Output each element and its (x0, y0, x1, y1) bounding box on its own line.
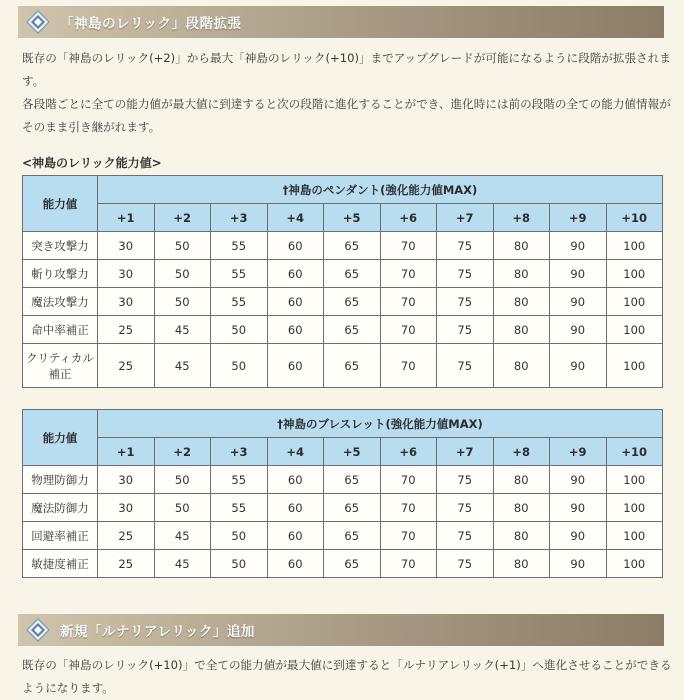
stat-value: 55 (211, 494, 268, 522)
stat-value: 50 (154, 288, 211, 316)
stat-value: 80 (493, 466, 550, 494)
stat-value: 65 (324, 522, 381, 550)
stat-value: 45 (154, 550, 211, 578)
stat-value: 70 (380, 288, 437, 316)
stat-value: 30 (98, 260, 155, 288)
stat-value: 100 (606, 260, 663, 288)
stat-value: 65 (324, 344, 381, 388)
stat-value: 100 (606, 344, 663, 388)
stat-value: 90 (550, 522, 607, 550)
table-row (23, 550, 663, 578)
stat-value: 100 (606, 466, 663, 494)
level-column-header: +5 (324, 438, 381, 466)
stat-value: 70 (380, 522, 437, 550)
level-column-header: +8 (493, 204, 550, 232)
stat-value: 50 (154, 260, 211, 288)
level-column-header: +3 (211, 204, 268, 232)
stat-value: 65 (324, 316, 381, 344)
stat-label: 魔法防御力 (23, 494, 98, 522)
level-column-header: +7 (437, 204, 494, 232)
stat-value: 75 (437, 232, 494, 260)
stat-value: 75 (437, 522, 494, 550)
stat-value: 100 (606, 316, 663, 344)
stat-value: 70 (380, 550, 437, 578)
stat-value: 65 (324, 494, 381, 522)
table-row (23, 232, 663, 260)
stat-value: 70 (380, 466, 437, 494)
stat-value: 70 (380, 316, 437, 344)
stat-value: 55 (211, 232, 268, 260)
stat-label: 回避率補正 (23, 522, 98, 550)
pendant-stat-table (22, 175, 663, 388)
level-column-header: +6 (380, 438, 437, 466)
level-column-header: +7 (437, 438, 494, 466)
stat-value: 50 (154, 232, 211, 260)
stat-value: 50 (211, 522, 268, 550)
stat-value: 75 (437, 494, 494, 522)
stat-value: 25 (98, 522, 155, 550)
stat-value: 80 (493, 522, 550, 550)
intro-paragraph: 既存の「神島のレリック(+2)」から最大「神島のレリック(+10)」までアップグレードが可能になるように段階が拡張されます。 (22, 51, 671, 88)
stat-value: 75 (437, 288, 494, 316)
stat-value: 80 (493, 550, 550, 578)
stat-value: 25 (98, 316, 155, 344)
stat-value: 70 (380, 494, 437, 522)
level-column-header: +1 (98, 438, 155, 466)
stat-value: 90 (550, 466, 607, 494)
stat-value: 60 (267, 232, 324, 260)
stat-value: 50 (154, 466, 211, 494)
ornament-diamond-icon (26, 10, 50, 34)
stat-value: 60 (267, 344, 324, 388)
stat-value: 90 (550, 260, 607, 288)
section-header-relic-expansion (18, 6, 664, 38)
level-column-header: +1 (98, 204, 155, 232)
stat-label: 敏捷度補正 (23, 550, 98, 578)
stat-value: 70 (380, 260, 437, 288)
stat-value: 50 (211, 550, 268, 578)
stat-value: 70 (380, 232, 437, 260)
outro-paragraph: 既存の「神島のレリック(+10)」で全ての能力値が最大値に到達すると「ルナリアレリック(+1)」へ進化させることができるようになります。 (22, 658, 672, 695)
stat-value: 60 (267, 288, 324, 316)
stat-label: 魔法攻撃力 (23, 288, 98, 316)
table-row (23, 260, 663, 288)
stat-value: 45 (154, 522, 211, 550)
stat-value: 50 (154, 494, 211, 522)
stat-value: 60 (267, 494, 324, 522)
stat-value: 50 (211, 344, 268, 388)
intro-paragraph: 各段階ごとに全ての能力値が最大値に到達すると次の段階に進化することができ、進化時には前の段階の全ての能力値情報がそのまま引き継がれます。 (22, 97, 671, 134)
stat-value: 100 (606, 550, 663, 578)
level-column-header: +6 (380, 204, 437, 232)
stat-value: 75 (437, 260, 494, 288)
stat-value: 55 (211, 466, 268, 494)
intro-text (22, 47, 672, 139)
stat-value: 60 (267, 466, 324, 494)
stat-label: クリティカル補正 (23, 344, 98, 388)
stat-value: 100 (606, 494, 663, 522)
stat-value: 90 (550, 288, 607, 316)
level-column-header: +10 (606, 438, 663, 466)
stat-value: 65 (324, 550, 381, 578)
stat-value: 45 (154, 344, 211, 388)
table-row (23, 494, 663, 522)
stat-value: 90 (550, 344, 607, 388)
level-column-header: +4 (267, 438, 324, 466)
stat-value: 30 (98, 288, 155, 316)
stat-value: 30 (98, 232, 155, 260)
level-column-header: +9 (550, 438, 607, 466)
stat-label-header: 能力値 (23, 176, 98, 232)
stat-label: 物理防御力 (23, 466, 98, 494)
level-column-header: +2 (154, 204, 211, 232)
table-row (23, 522, 663, 550)
stat-value: 65 (324, 232, 381, 260)
level-column-header: +10 (606, 204, 663, 232)
stat-label: 突き攻撃力 (23, 232, 98, 260)
section-title: 新規「ルナリアレリック」追加 (60, 624, 255, 640)
stat-value: 65 (324, 260, 381, 288)
stat-value: 75 (437, 550, 494, 578)
stat-value: 55 (211, 260, 268, 288)
table-caption: <神島のレリック能力値> (22, 156, 162, 170)
stat-value: 80 (493, 316, 550, 344)
stat-value: 65 (324, 466, 381, 494)
table-row (23, 288, 663, 316)
stat-value: 80 (493, 288, 550, 316)
bracelet-stat-table (22, 409, 663, 578)
stat-value: 25 (98, 550, 155, 578)
level-column-header: +8 (493, 438, 550, 466)
stat-value: 80 (493, 494, 550, 522)
stat-value: 75 (437, 466, 494, 494)
table-row (23, 344, 663, 388)
outro-text (22, 654, 672, 700)
level-column-header: +2 (154, 438, 211, 466)
section-title: 「神島のレリック」段階拡張 (60, 16, 242, 32)
stat-value: 75 (437, 344, 494, 388)
stat-value: 100 (606, 522, 663, 550)
stat-value: 90 (550, 232, 607, 260)
stat-value: 45 (154, 316, 211, 344)
stat-value: 100 (606, 288, 663, 316)
level-column-header: +5 (324, 204, 381, 232)
stat-value: 30 (98, 466, 155, 494)
ornament-diamond-icon (26, 618, 50, 642)
level-column-header: +3 (211, 438, 268, 466)
level-column-header: +9 (550, 204, 607, 232)
stat-label: 斬り攻撃力 (23, 260, 98, 288)
stat-label: 命中率補正 (23, 316, 98, 344)
stat-value: 60 (267, 260, 324, 288)
stat-value: 30 (98, 494, 155, 522)
stat-value: 60 (267, 316, 324, 344)
stat-value: 100 (606, 232, 663, 260)
pendant-group-header: †神島のペンダント(強化能力値MAX) (98, 176, 663, 204)
stat-value: 90 (550, 316, 607, 344)
level-column-header: +4 (267, 204, 324, 232)
stat-value: 70 (380, 344, 437, 388)
section-header-lunaria-relic (18, 614, 664, 646)
stat-value: 80 (493, 344, 550, 388)
table-row (23, 466, 663, 494)
stat-value: 50 (211, 316, 268, 344)
stat-value: 60 (267, 522, 324, 550)
stat-value: 90 (550, 494, 607, 522)
stat-value: 60 (267, 550, 324, 578)
stat-value: 25 (98, 344, 155, 388)
table-row (23, 316, 663, 344)
stat-value: 80 (493, 260, 550, 288)
stat-value: 90 (550, 550, 607, 578)
stat-value: 65 (324, 288, 381, 316)
stat-label-header: 能力値 (23, 410, 98, 466)
stat-value: 80 (493, 232, 550, 260)
stat-value: 75 (437, 316, 494, 344)
stat-value: 55 (211, 288, 268, 316)
bracelet-group-header: †神島のブレスレット(強化能力値MAX) (98, 410, 663, 438)
